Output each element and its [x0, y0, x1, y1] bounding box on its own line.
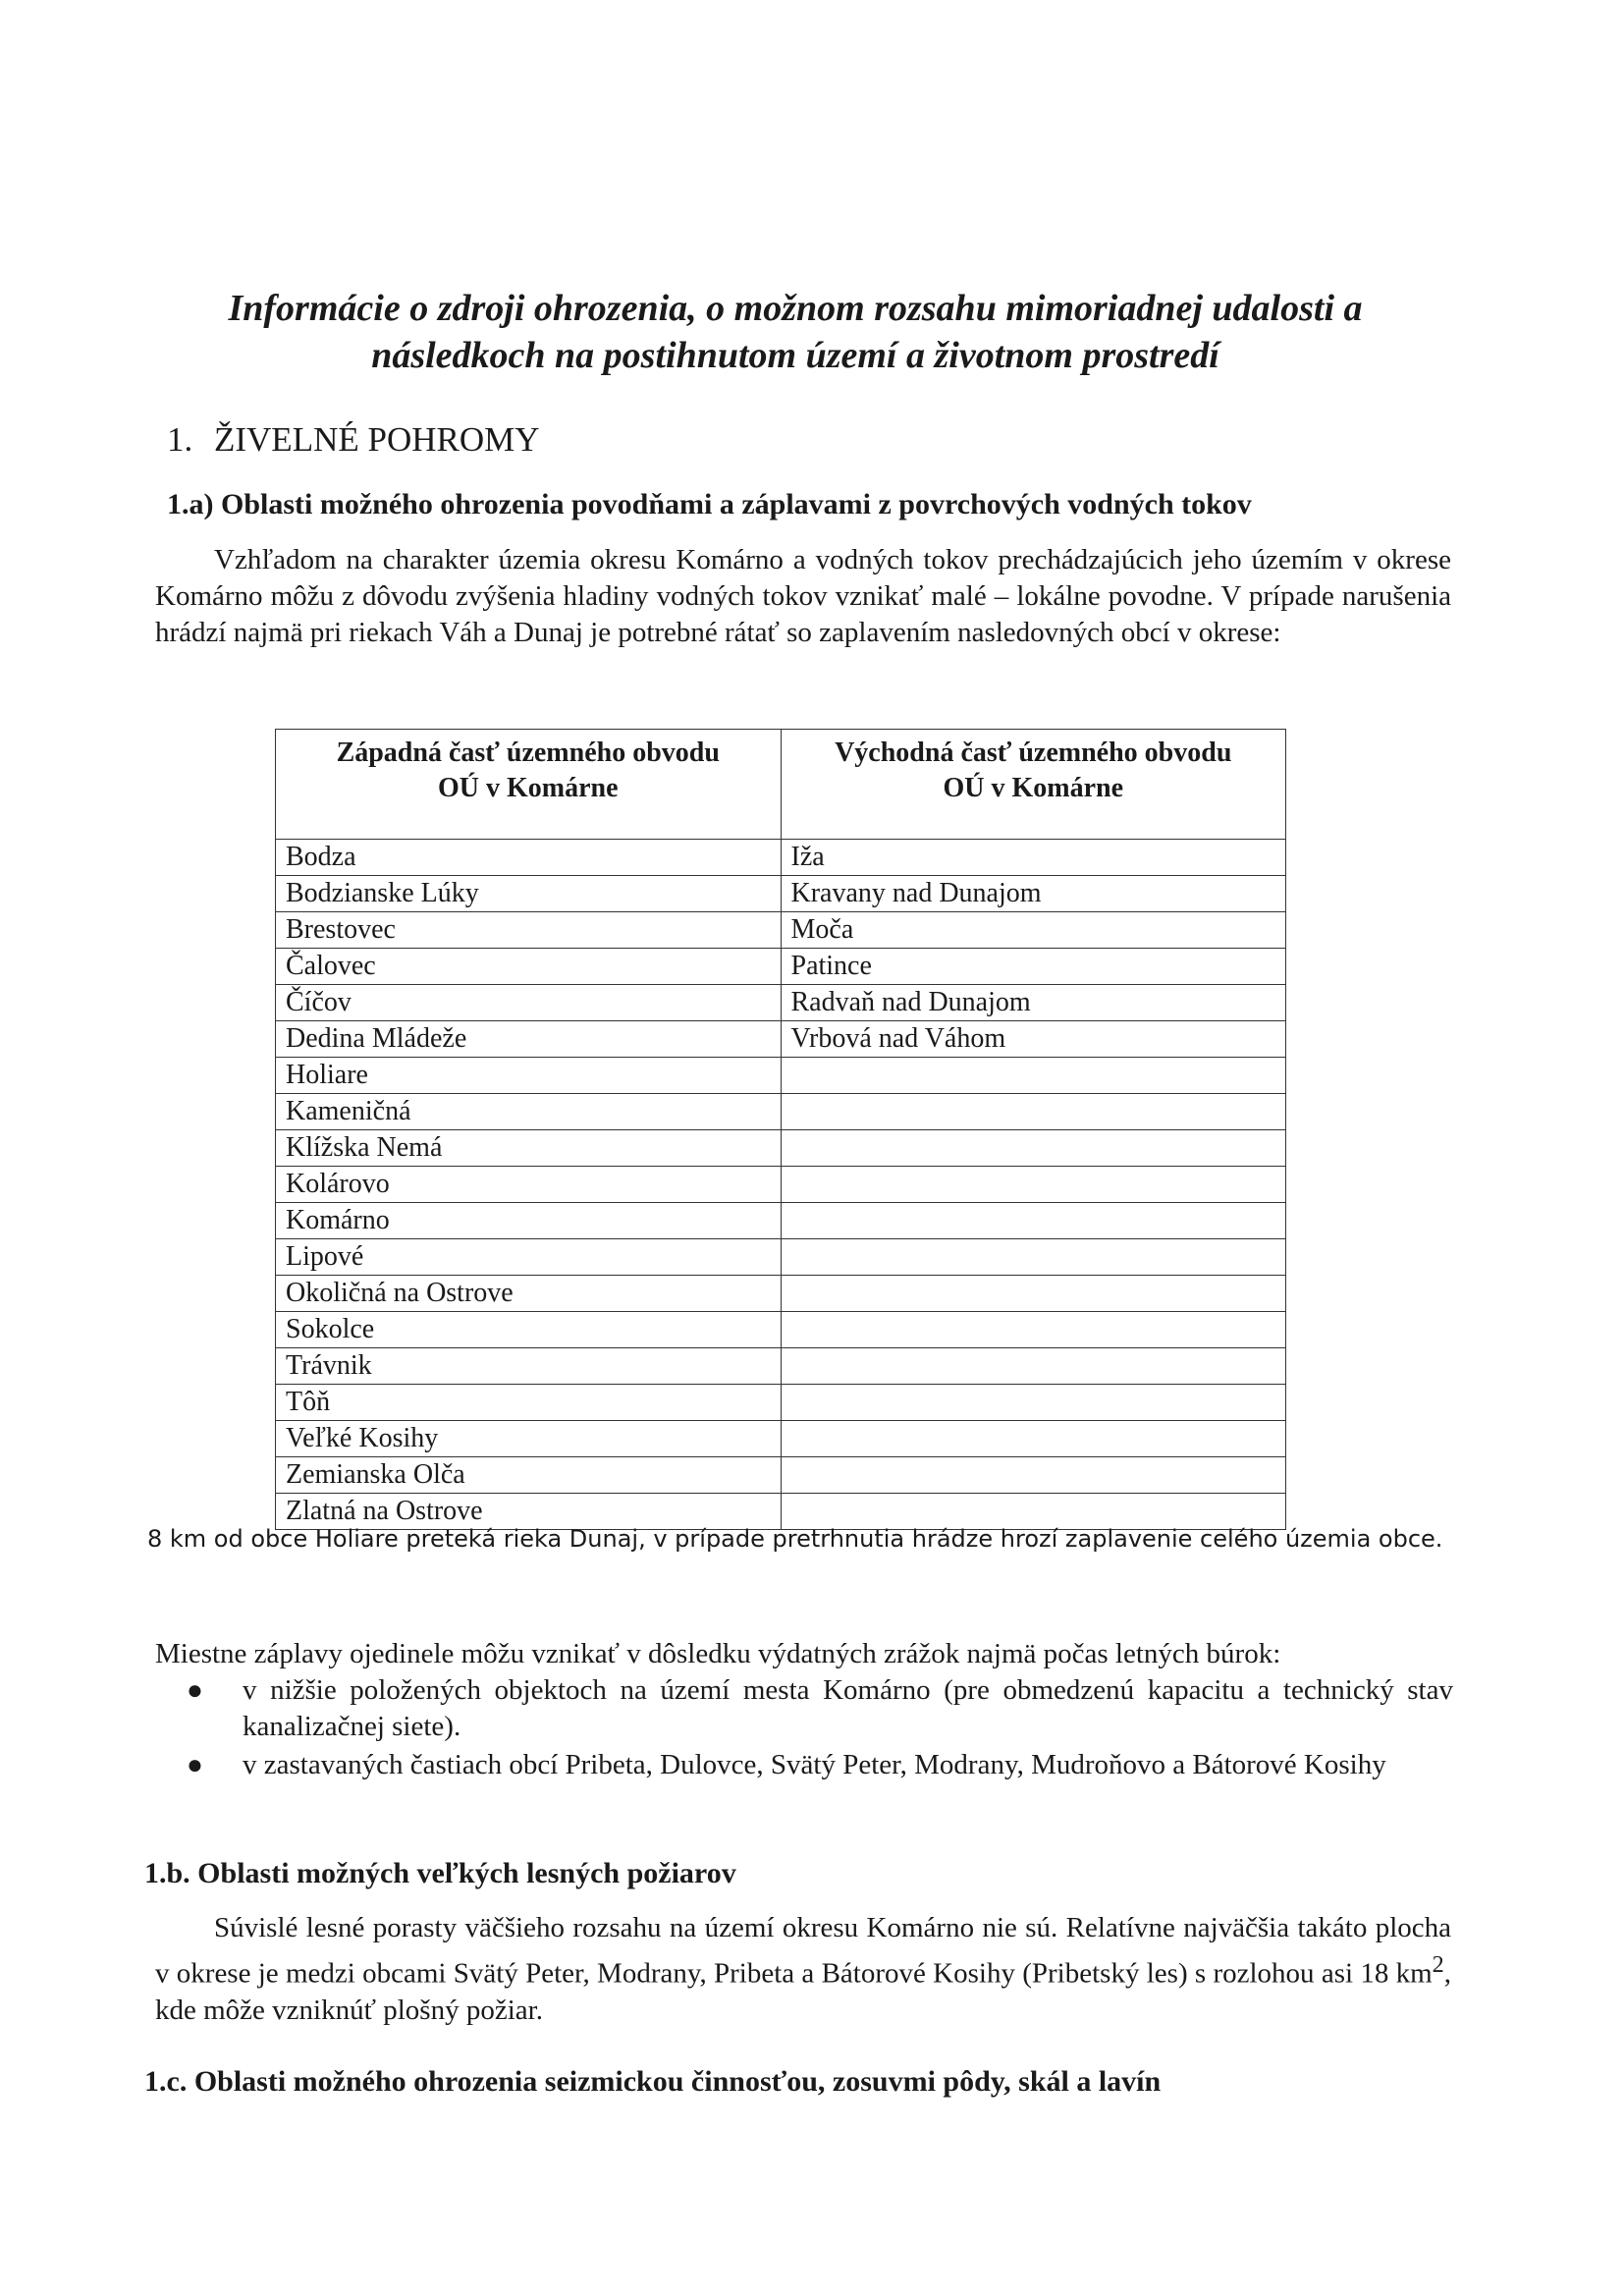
- east-municipality-cell: Radvaň nad Dunajom: [781, 985, 1286, 1021]
- table-row: [276, 985, 1286, 1021]
- west-municipality-cell: Číčov: [276, 985, 782, 1021]
- west-municipality-cell: Bodza: [276, 840, 782, 876]
- section-1a-paragraph-text: Vzhľadom na charakter územia okresu Komárno a vodných tokov prechádzajúcich jeho územím v okrese Komárno môžu z dôvodu zvýšenia hladiny vodných tokov vznikať malé – lokálne povodne. V prípade narušenia hrádzí najmä pri riekach Váh a Dunaj je potrebné rátať so zaplavením nasledovných obcí v okrese:: [155, 544, 1451, 648]
- superscript-2: 2: [1432, 1951, 1444, 1978]
- east-municipality-cell: [781, 1058, 1286, 1094]
- table-row: [276, 1385, 1286, 1421]
- table-header-west: [276, 730, 782, 840]
- east-municipality-cell: [781, 1094, 1286, 1130]
- section-1b-text-a: Súvislé lesné porasty väčšieho rozsahu na území okresu Komárno nie sú. Relatívne najväčšia takáto plocha v okrese je medzi obcami Svätý Peter, Modrany, Pribeta a Bátorové Kosihy (Pribetský les) s rozlohou asi 18 km: [155, 1912, 1451, 1990]
- table-header-east-line1: Východná časť územného obvodu: [835, 738, 1232, 768]
- west-municipality-cell: Brestovec: [276, 912, 782, 949]
- west-municipality-cell: Zlatná na Ostrove: [276, 1494, 782, 1530]
- table-header-west-line1: Západná časť územného obvodu: [336, 738, 720, 768]
- west-municipality-cell: Holiare: [276, 1058, 782, 1094]
- west-municipality-cell: Zemianska Olča: [276, 1457, 782, 1494]
- section-1b-heading: 1.b. Oblasti možných veľkých lesných požiarov: [144, 1857, 736, 1889]
- west-municipality-cell: Klížska Nemá: [276, 1130, 782, 1167]
- section-1-title: ŽIVELNÉ POHROMY: [214, 420, 540, 459]
- table-row: [276, 1094, 1286, 1130]
- west-municipality-cell: Trávnik: [276, 1348, 782, 1385]
- west-municipality-cell: Čalovec: [276, 949, 782, 985]
- east-municipality-cell: [781, 1239, 1286, 1276]
- list-item: [187, 1747, 1453, 1783]
- local-floods-intro: Miestne záplavy ojedinele môžu vznikať v dôsledku výdatných zrážok najmä počas letných búrok:: [155, 1638, 1281, 1669]
- section-1b-text-b: , kde môže vzniknúť plošný požiar.: [155, 1957, 1451, 2026]
- section-1a-heading: 1.a) Oblasti možného ohrozenia povodňami a záplavami z povrchových vodných tokov: [167, 488, 1252, 520]
- table-row: [276, 1421, 1286, 1457]
- east-municipality-cell: [781, 1312, 1286, 1348]
- east-municipality-cell: Moča: [781, 912, 1286, 949]
- west-municipality-cell: Veľké Kosihy: [276, 1421, 782, 1457]
- table-row: [276, 949, 1286, 985]
- west-municipality-cell: Tôň: [276, 1385, 782, 1421]
- table-row: [276, 1021, 1286, 1058]
- table-row: [276, 1058, 1286, 1094]
- table-header-east-line2: OÚ v Komárne: [943, 773, 1124, 803]
- list-item-text: v zastavaných častiach obcí Pribeta, Dulovce, Svätý Peter, Modrany, Mudroňovo a Bátorové Kosihy: [243, 1749, 1386, 1780]
- section-1-heading: [167, 420, 540, 460]
- west-municipality-cell: Komárno: [276, 1203, 782, 1239]
- table-row: [276, 1457, 1286, 1494]
- title-line-1: Informácie o zdroji ohrozenia, o možnom rozsahu mimoriadnej udalosti a: [228, 288, 1363, 329]
- local-floods-list: [187, 1672, 1453, 1785]
- table-row: [276, 1167, 1286, 1203]
- holiare-note: 8 km od obce Holiare preteká rieka Dunaj, v prípade pretrhnutia hrádze hrozí zaplavenie celého územia obce.: [147, 1525, 1443, 1553]
- table-row: [276, 876, 1286, 912]
- table-row: [276, 1276, 1286, 1312]
- table-body: [276, 840, 1286, 1530]
- east-municipality-cell: [781, 1130, 1286, 1167]
- table-row: [276, 1312, 1286, 1348]
- table-row: [276, 1203, 1286, 1239]
- title-line-2: následkoch na postihnutom území a životnom prostredí: [371, 335, 1219, 376]
- table-row: [276, 1130, 1286, 1167]
- west-municipality-cell: Kameničná: [276, 1094, 782, 1130]
- west-municipality-cell: Lipové: [276, 1239, 782, 1276]
- west-municipality-cell: Kolárovo: [276, 1167, 782, 1203]
- east-municipality-cell: Vrbová nad Váhom: [781, 1021, 1286, 1058]
- section-1a-paragraph: [155, 542, 1451, 651]
- table-row: [276, 840, 1286, 876]
- east-municipality-cell: [781, 1457, 1286, 1494]
- east-municipality-cell: [781, 1348, 1286, 1385]
- flood-municipalities-table: [275, 729, 1286, 1530]
- bullet-icon: ●: [187, 1750, 203, 1780]
- bullet-icon: ●: [187, 1675, 203, 1706]
- east-municipality-cell: Iža: [781, 840, 1286, 876]
- east-municipality-cell: [781, 1421, 1286, 1457]
- section-1-number: 1.: [167, 420, 193, 459]
- list-item-text: v nižšie položených objektoch na území mesta Komárno (pre obmedzenú kapacitu a technický stav kanalizačnej siete).: [243, 1674, 1453, 1742]
- east-municipality-cell: Patince: [781, 949, 1286, 985]
- west-municipality-cell: Bodzianske Lúky: [276, 876, 782, 912]
- west-municipality-cell: Sokolce: [276, 1312, 782, 1348]
- table-row: [276, 1348, 1286, 1385]
- east-municipality-cell: [781, 1385, 1286, 1421]
- east-municipality-cell: Kravany nad Dunajom: [781, 876, 1286, 912]
- table-header-west-line2: OÚ v Komárne: [437, 773, 619, 803]
- west-municipality-cell: Dedina Mládeže: [276, 1021, 782, 1058]
- document-title: [137, 285, 1453, 379]
- section-1c-heading: 1.c. Oblasti možného ohrozenia seizmickou činnosťou, zosuvmi pôdy, skál a lavín: [144, 2065, 1162, 2098]
- list-item: [187, 1672, 1453, 1745]
- east-municipality-cell: [781, 1167, 1286, 1203]
- section-1b-paragraph: [155, 1910, 1451, 2029]
- table-row: [276, 1239, 1286, 1276]
- west-municipality-cell: Okoličná na Ostrove: [276, 1276, 782, 1312]
- east-municipality-cell: [781, 1203, 1286, 1239]
- table-row: [276, 912, 1286, 949]
- east-municipality-cell: [781, 1276, 1286, 1312]
- table-header-east: [781, 730, 1286, 840]
